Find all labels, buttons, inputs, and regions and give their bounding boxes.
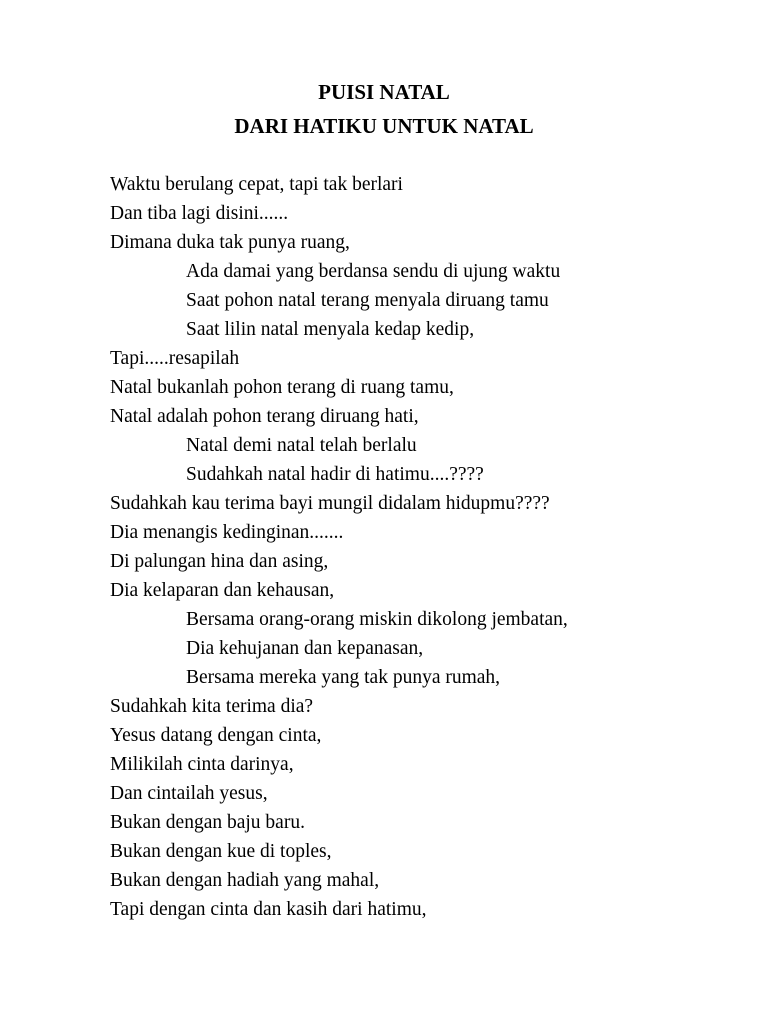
poem-line: Tapi.....resapilah xyxy=(110,348,240,369)
poem-line: Dimana duka tak punya ruang, xyxy=(110,232,350,253)
poem-line: Saat lilin natal menyala kedap kedip, xyxy=(186,319,475,340)
poem-line: Saat pohon natal terang menyala diruang tamu xyxy=(186,290,549,311)
poem-line: Dia kehujanan dan kepanasan, xyxy=(186,638,424,659)
poem-line: Bukan dengan kue di toples, xyxy=(110,841,332,862)
poem-line: Sudahkah natal hadir di hatimu....???? xyxy=(186,464,484,485)
poem-line: Dia kelaparan dan kehausan, xyxy=(110,580,335,601)
poem-line: Sudahkah kita terima dia? xyxy=(110,696,314,717)
poem-line: Yesus datang dengan cinta, xyxy=(110,725,322,746)
poem-line: Ada damai yang berdansa sendu di ujung waktu xyxy=(186,261,561,282)
poem-subtitle: DARI HATIKU UNTUK NATAL xyxy=(234,114,534,138)
poem-line: Tapi dengan cinta dan kasih dari hatimu, xyxy=(110,899,427,920)
poem-line: Natal bukanlah pohon terang di ruang tamu, xyxy=(110,377,454,398)
poem-line: Bersama orang-orang miskin dikolong jembatan, xyxy=(186,609,568,630)
poem-line: Sudahkah kau terima bayi mungil didalam hidupmu???? xyxy=(110,493,550,514)
poem-line: Bukan dengan baju baru. xyxy=(110,812,305,833)
poem-line: Bukan dengan hadiah yang mahal, xyxy=(110,870,380,891)
poem-line: Milikilah cinta darinya, xyxy=(110,754,294,775)
poem-line: Di palungan hina dan asing, xyxy=(110,551,329,572)
poem-title: PUISI NATAL xyxy=(318,80,450,104)
poem-line: Natal adalah pohon terang diruang hati, xyxy=(110,406,419,427)
poem-body xyxy=(110,170,750,924)
poem-line: Bersama mereka yang tak punya rumah, xyxy=(186,667,501,688)
poem-line: Dia menangis kedinginan....... xyxy=(110,522,344,543)
poem-line: Waktu berulang cepat, tapi tak berlari xyxy=(110,174,403,195)
poem-line: Natal demi natal telah berlalu xyxy=(186,435,417,456)
poem-line: Dan tiba lagi disini...... xyxy=(110,203,289,224)
poem-line: Dan cintailah yesus, xyxy=(110,783,268,804)
